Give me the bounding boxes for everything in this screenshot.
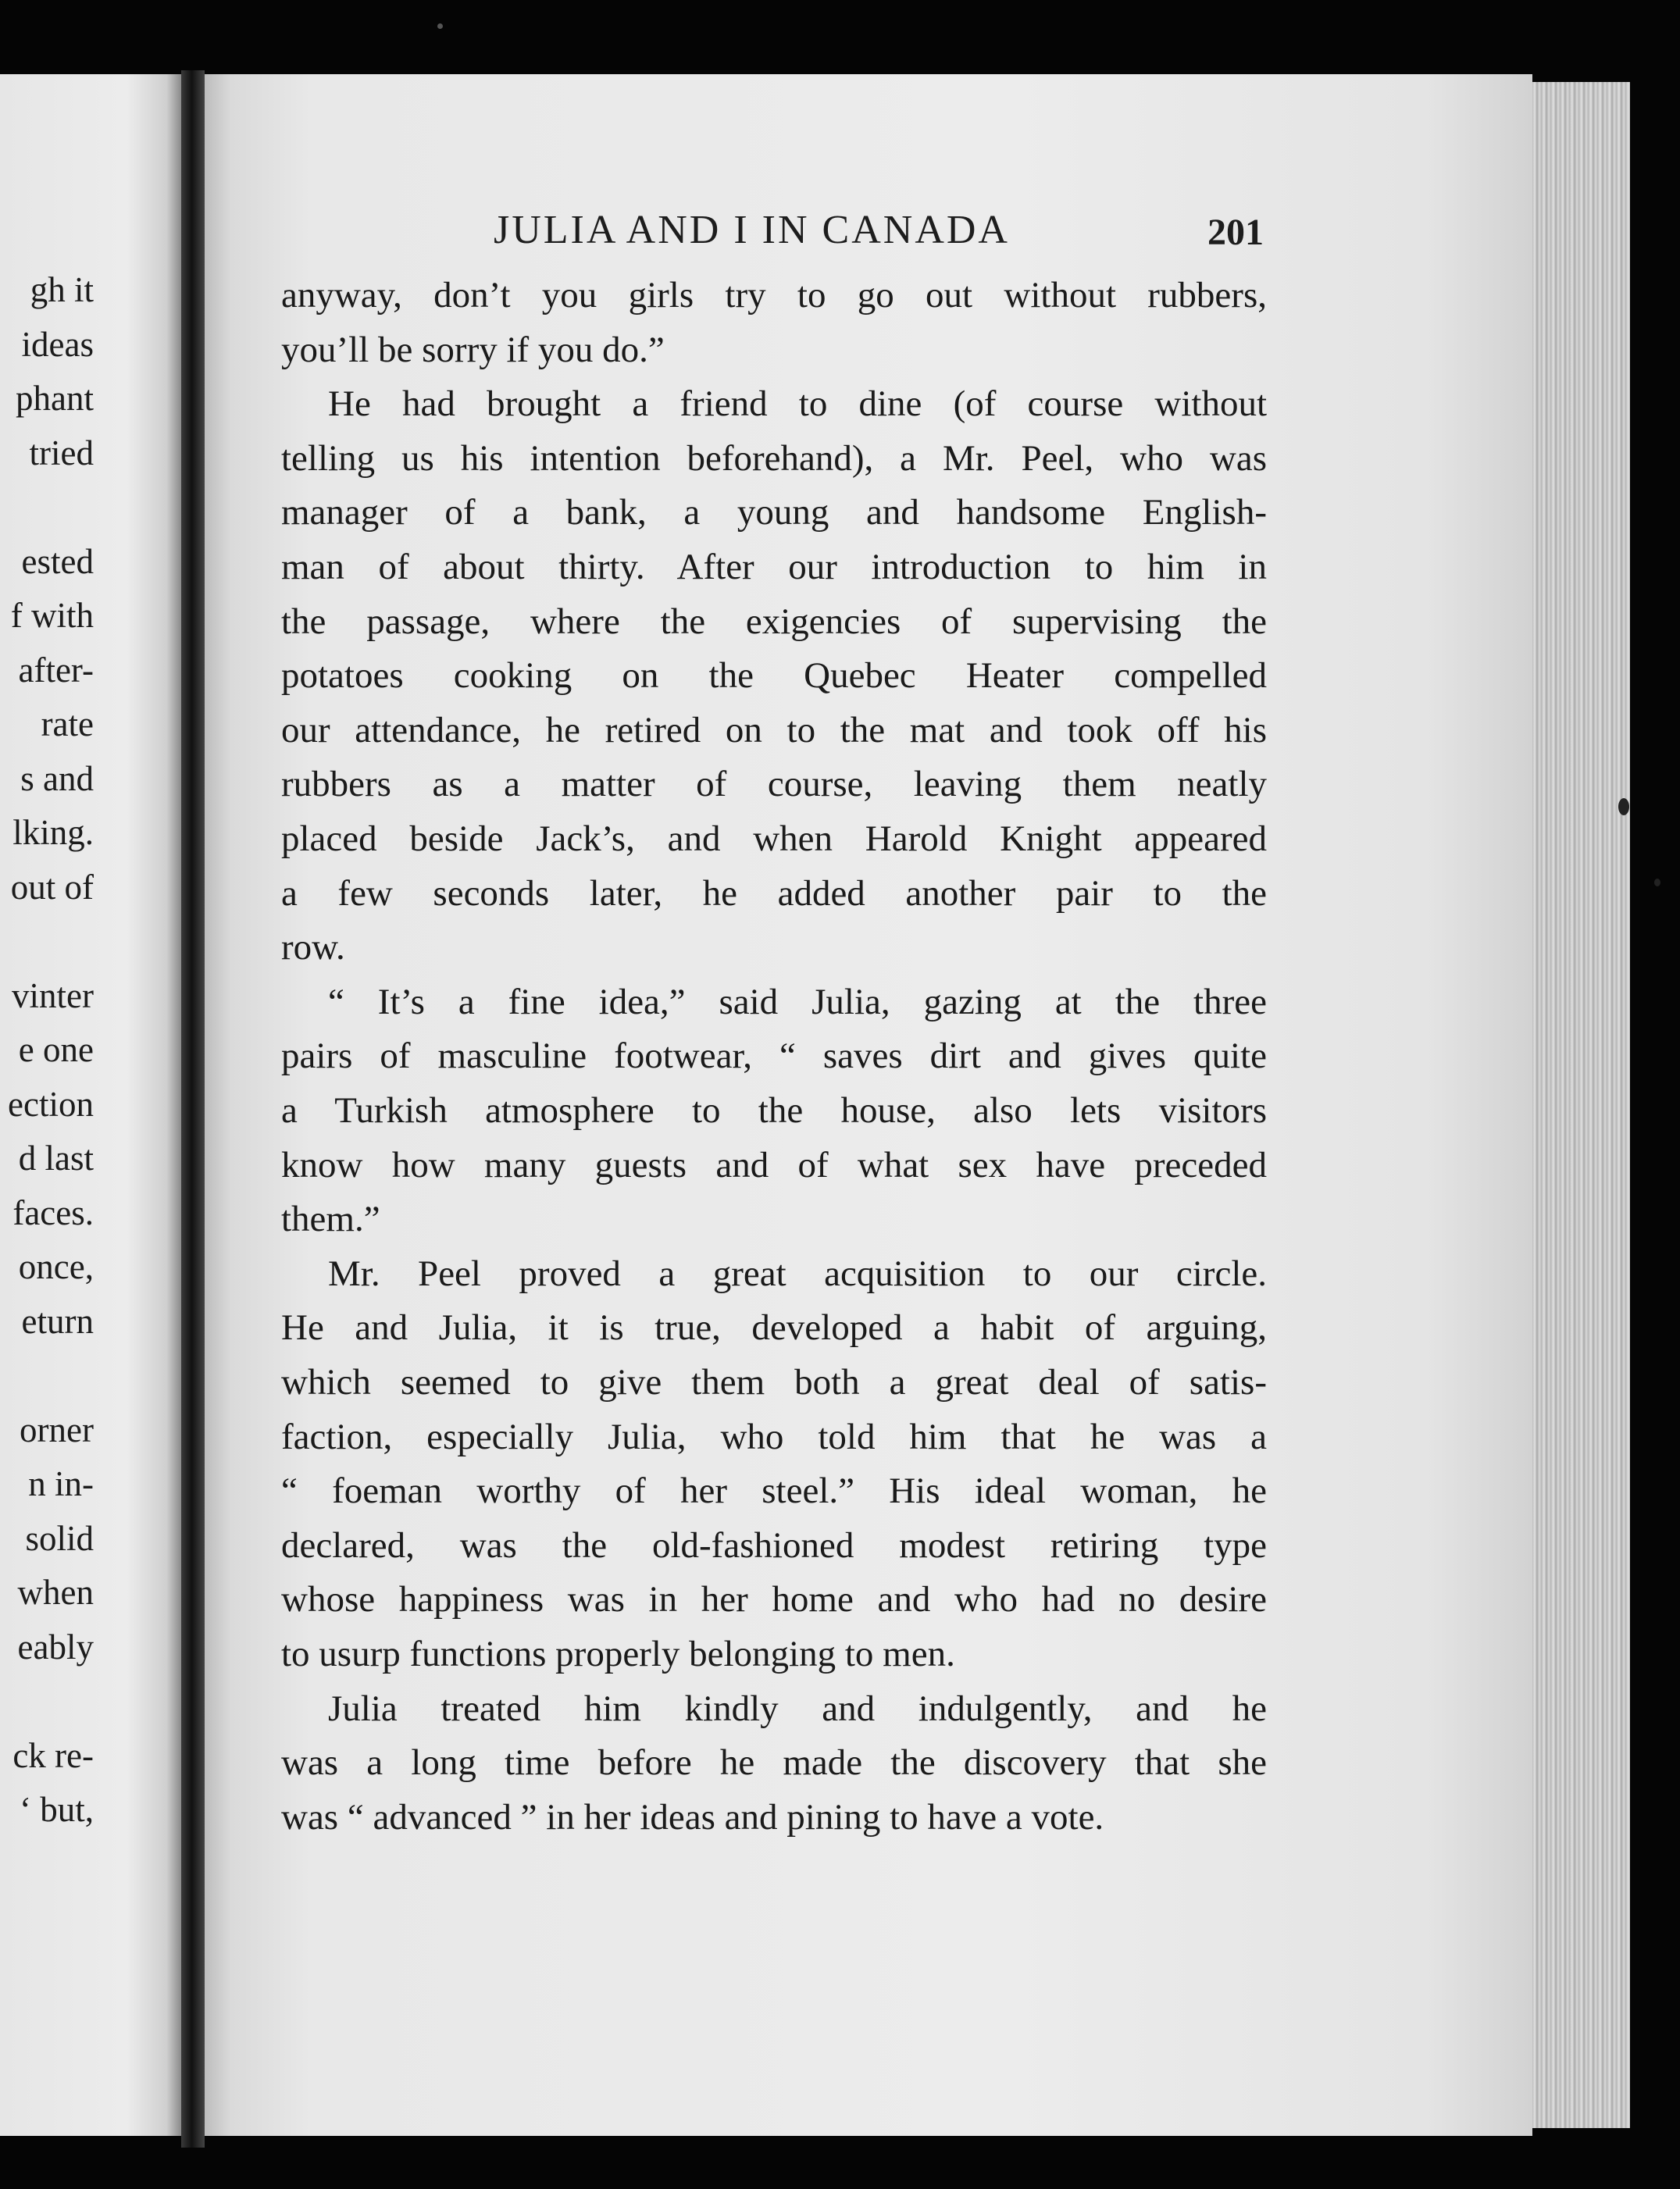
text-line: telling us his intention beforehand), a Mr. Peel, who was bbox=[281, 438, 1267, 479]
text-line: pairs of masculine footwear, “ saves dirt and gives quite bbox=[281, 1036, 1267, 1076]
left-page-line: solid bbox=[25, 1519, 94, 1558]
left-page-line: ‘ but, bbox=[20, 1790, 94, 1829]
text-line: whose happiness was in her home and who had no desire bbox=[281, 1579, 1267, 1620]
left-page-line: ection bbox=[8, 1085, 94, 1124]
left-page-line: after- bbox=[18, 651, 94, 690]
text-line: man of about thirty. After our introduction to him in bbox=[281, 547, 1267, 587]
text-line: to usurp functions properly belonging to men. bbox=[281, 1634, 955, 1674]
text-line: placed beside Jack’s, and when Harold Knight appeared bbox=[281, 818, 1267, 859]
left-page-line: tried bbox=[29, 433, 94, 472]
text-line: “ It’s a fine idea,” said Julia, gazing at the three bbox=[328, 982, 1267, 1022]
book-gutter bbox=[181, 70, 205, 2148]
left-page-line: when bbox=[17, 1573, 94, 1612]
text-line: which seemed to give them both a great deal of satis- bbox=[281, 1362, 1267, 1403]
left-page-line: gh it bbox=[30, 270, 94, 309]
text-line: faction, especially Julia, who told him that he was a bbox=[281, 1417, 1267, 1457]
text-line: He had brought a friend to dine (of course without bbox=[328, 383, 1267, 424]
left-page-line: e one bbox=[18, 1030, 94, 1069]
left-page-line: ested bbox=[21, 542, 94, 581]
left-page-line: ck re- bbox=[12, 1736, 94, 1775]
text-line: them.” bbox=[281, 1199, 380, 1239]
left-page-line: eturn bbox=[21, 1302, 94, 1341]
text-line: “ foeman worthy of her steel.” His ideal woman, he bbox=[281, 1471, 1267, 1511]
left-page-line: faces. bbox=[12, 1193, 94, 1232]
text-line: Mr. Peel proved a great acquisition to our circle. bbox=[328, 1253, 1267, 1294]
text-line: a few seconds later, he added another pair to the bbox=[281, 873, 1267, 914]
left-page-line: out of bbox=[10, 868, 94, 907]
text-line: a Turkish atmosphere to the house, also lets visitors bbox=[281, 1090, 1267, 1131]
left-page-line: s and bbox=[20, 759, 94, 798]
left-page-line: lking. bbox=[12, 813, 94, 852]
text-line: was a long time before he made the discovery that she bbox=[281, 1742, 1267, 1783]
text-line: potatoes cooking on the Quebec Heater compelled bbox=[281, 655, 1267, 696]
left-page-line: phant bbox=[16, 379, 94, 418]
text-line: know how many guests and of what sex have preceded bbox=[281, 1145, 1267, 1185]
scan-speck bbox=[1618, 798, 1629, 815]
scan-speck bbox=[1654, 879, 1660, 886]
left-page-line: orner bbox=[20, 1410, 94, 1449]
text-line: anyway, don’t you girls try to go out without rubbers, bbox=[281, 275, 1267, 316]
text-line: was “ advanced ” in her ideas and pining to have a vote. bbox=[281, 1797, 1104, 1838]
text-line: row. bbox=[281, 927, 345, 968]
left-page-line: once, bbox=[18, 1247, 94, 1286]
left-page-line: rate bbox=[41, 704, 94, 743]
text-line: Julia treated him kindly and indulgently, and he bbox=[328, 1688, 1267, 1729]
page-edges bbox=[1532, 82, 1630, 2128]
page-number: 201 bbox=[1207, 212, 1264, 253]
running-head: JULIA AND I IN CANADA bbox=[494, 208, 1010, 252]
text-line: you’ll be sorry if you do.” bbox=[281, 330, 665, 370]
text-line: rubbers as a matter of course, leaving them neatly bbox=[281, 764, 1267, 804]
text-line: our attendance, he retired on to the mat and took off his bbox=[281, 710, 1267, 750]
left-page-line: f with bbox=[10, 596, 94, 635]
left-page-fragment bbox=[0, 74, 181, 2136]
left-page-line: d last bbox=[18, 1139, 94, 1178]
left-page-line: n in- bbox=[28, 1464, 94, 1503]
left-page-line: ideas bbox=[21, 325, 94, 364]
left-page-line: vinter bbox=[12, 976, 94, 1015]
text-line: declared, was the old-fashioned modest retiring type bbox=[281, 1525, 1267, 1566]
text-line: He and Julia, it is true, developed a habit of arguing, bbox=[281, 1307, 1267, 1348]
scan-speck bbox=[437, 23, 443, 29]
text-line: manager of a bank, a young and handsome English- bbox=[281, 492, 1267, 533]
text-line: the passage, where the exigencies of supervising the bbox=[281, 601, 1267, 642]
left-page-line: eably bbox=[17, 1627, 94, 1667]
